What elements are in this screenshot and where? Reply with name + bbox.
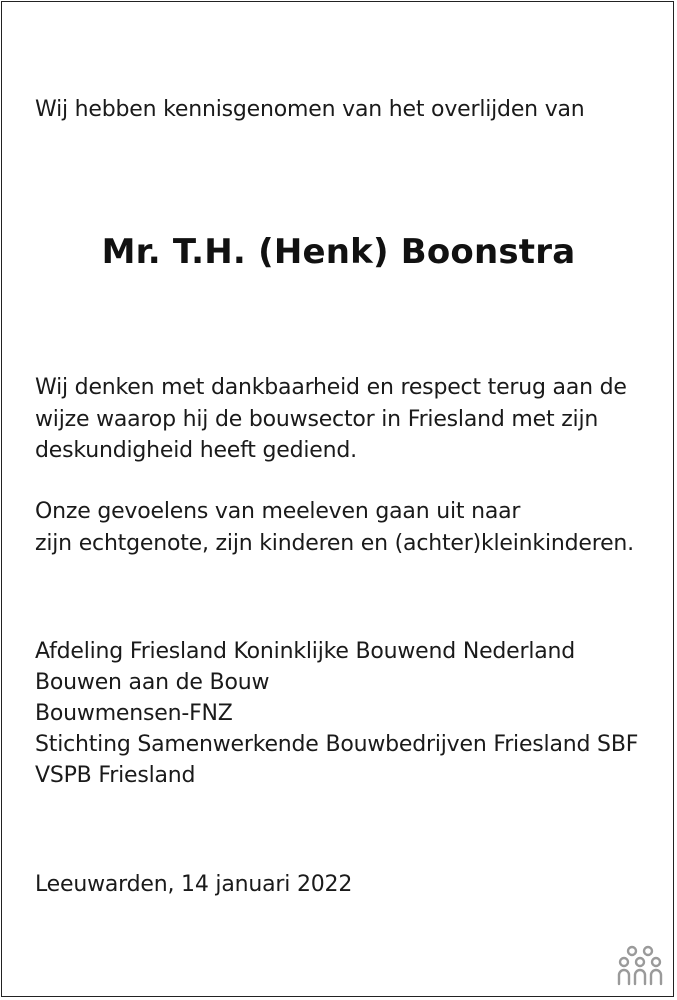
place-date: Leeuwarden, 14 januari 2022	[35, 872, 353, 897]
signatory-1: Afdeling Friesland Koninklijke Bouwend Nederland	[35, 639, 576, 664]
intro-text: Wij hebben kennisgenomen van het overlijden van	[35, 97, 585, 122]
signatory-4: Stichting Samenwerkende Bouwbedrijven Friesland SBF	[35, 732, 639, 757]
condolence-line-1: Onze gevoelens van meeleven gaan uit naar	[35, 499, 521, 524]
condolence-line-2: zijn echtgenote, zijn kinderen en (achter)kleinkinderen.	[35, 531, 634, 556]
people-group-icon	[617, 944, 663, 988]
tribute-line-3: deskundigheid heeft gediend.	[35, 438, 357, 463]
deceased-name: Mr. T.H. (Henk) Boonstra	[101, 232, 576, 272]
tribute-line-2: wijze waarop hij de bouwsector in Friesland met zijn	[35, 407, 599, 432]
signatory-5: VSPB Friesland	[35, 763, 196, 788]
signatory-3: Bouwmensen-FNZ	[35, 701, 233, 726]
tribute-line-1: Wij denken met dankbaarheid en respect terug aan de	[35, 375, 627, 400]
signatory-2: Bouwen aan de Bouw	[35, 670, 270, 695]
